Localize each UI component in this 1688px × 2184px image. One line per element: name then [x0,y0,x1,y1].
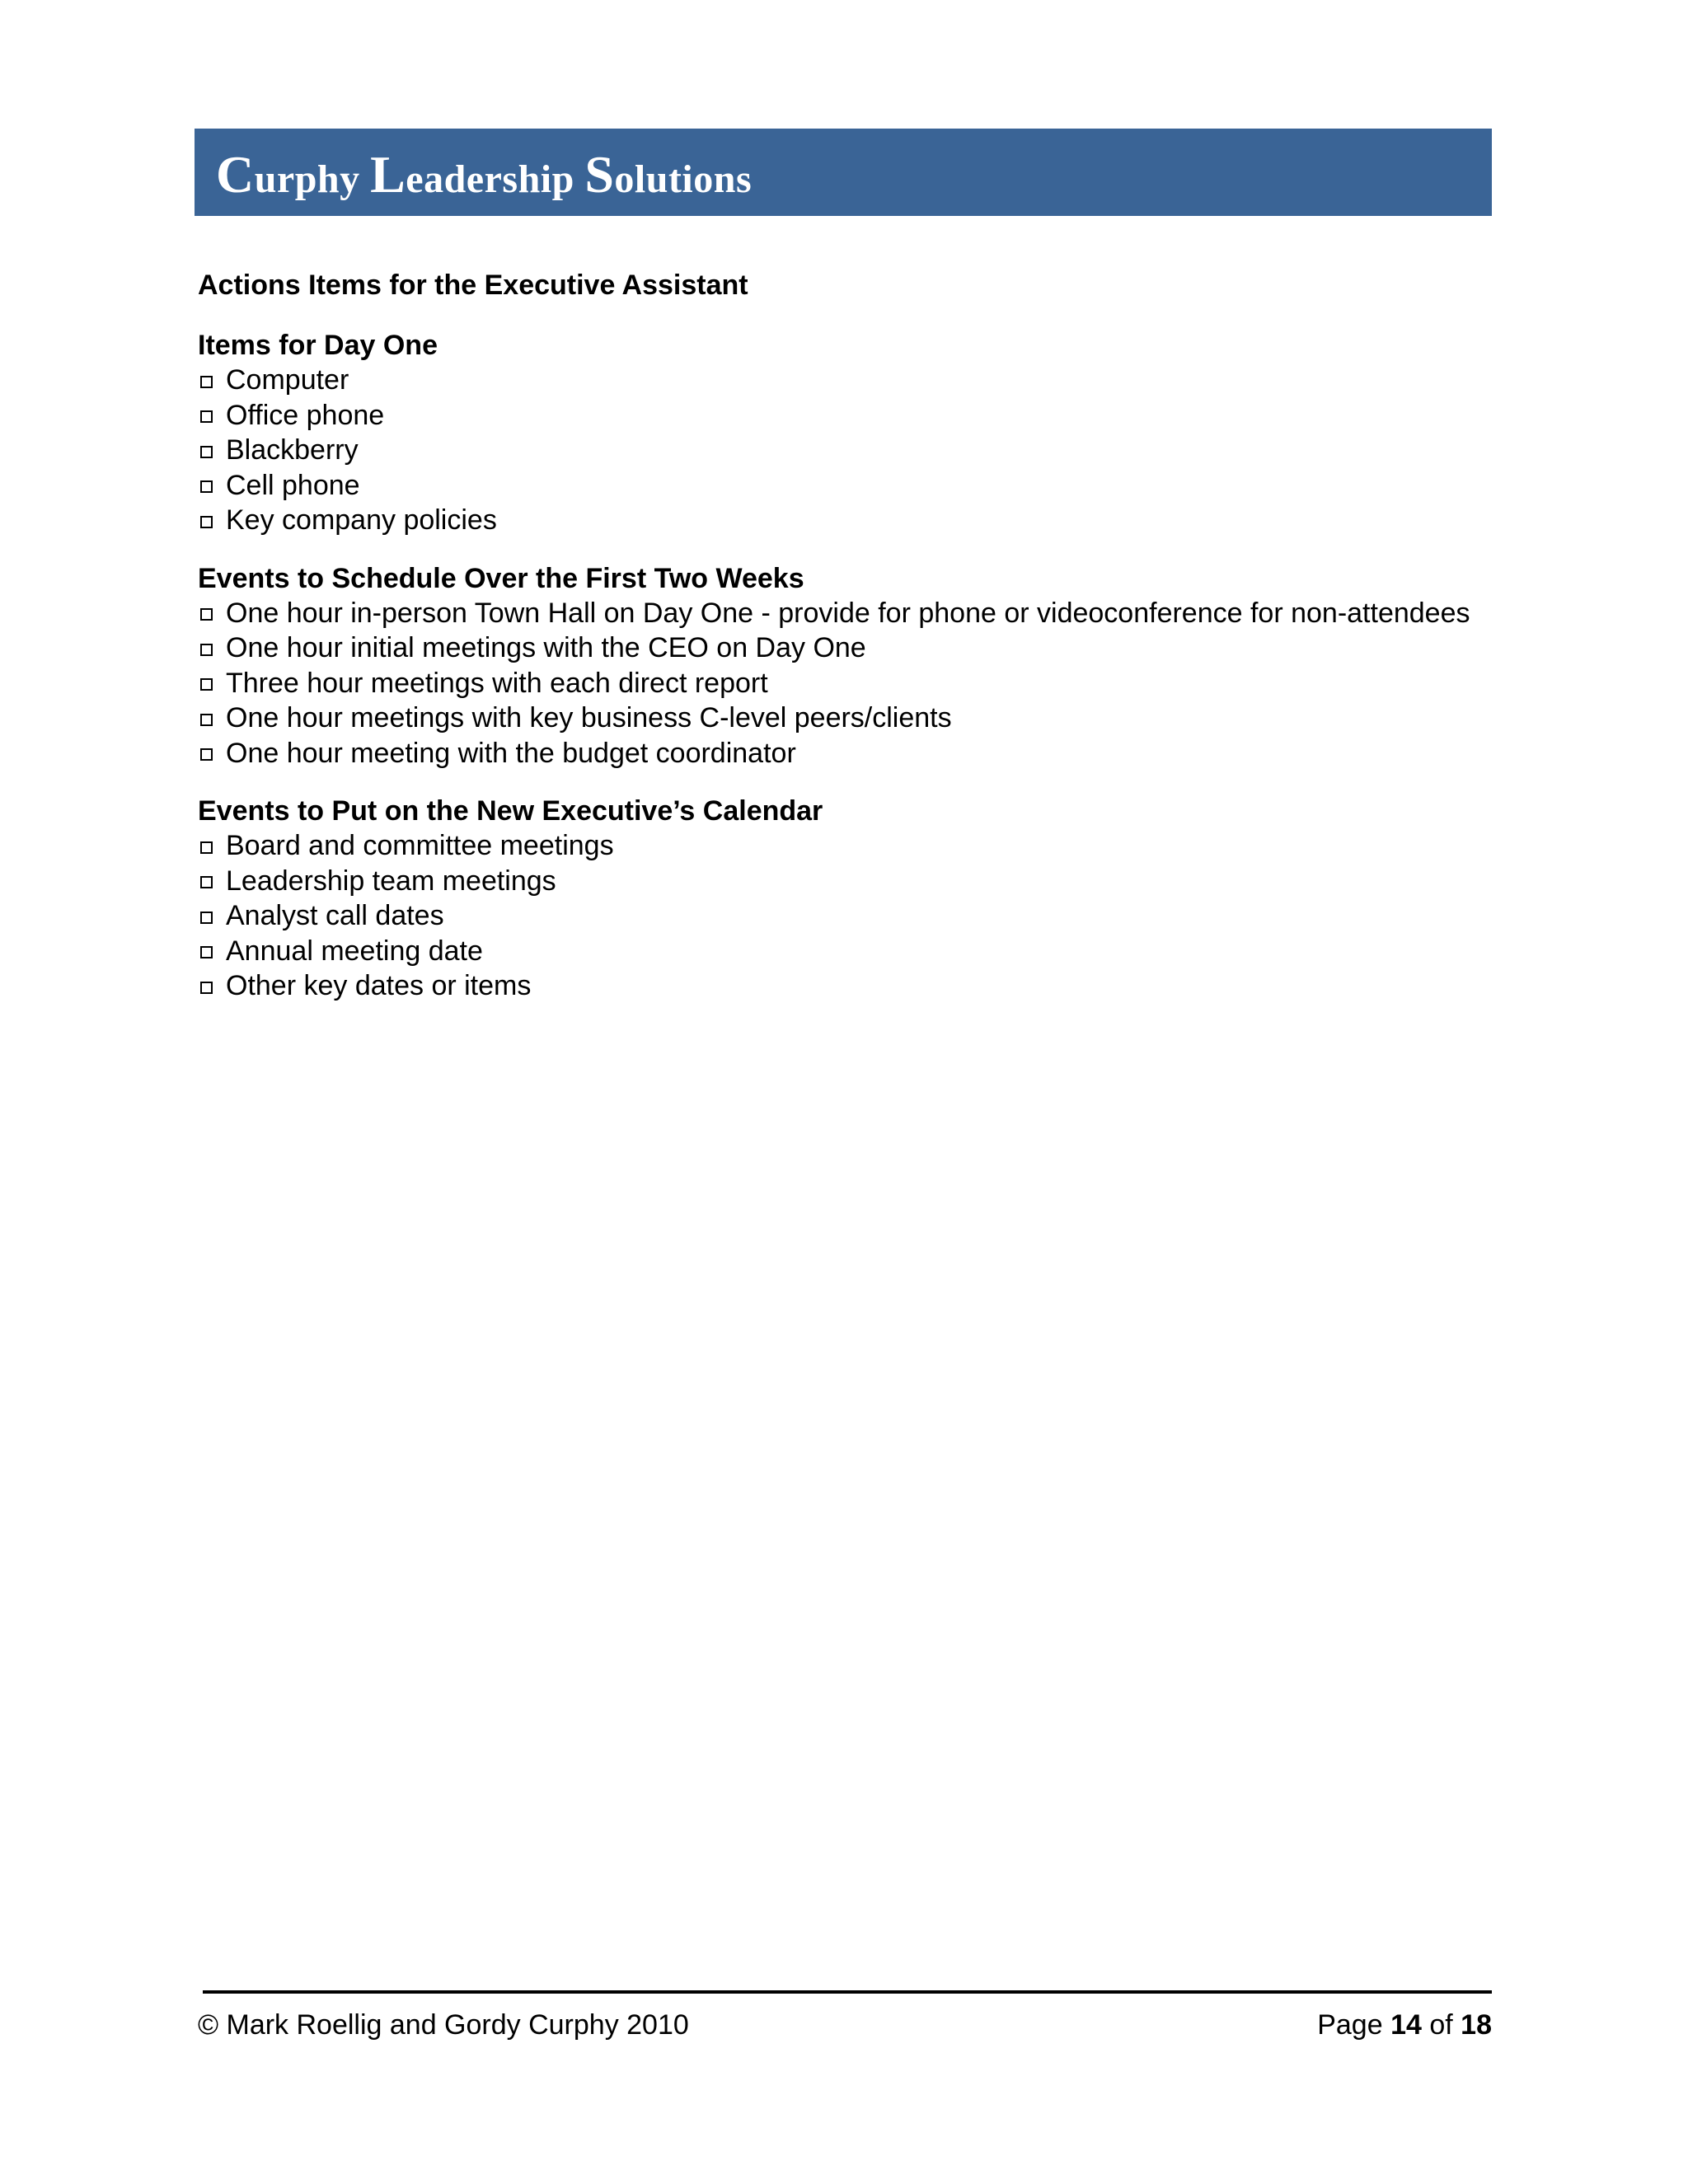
checklist-item-label: One hour in-person Town Hall on Day One - provide for phone or videoconference for non-attendees [226,597,1470,629]
document-title: Actions Items for the Executive Assistant [198,269,748,301]
checklist-item-label: Leadership team meetings [226,865,556,897]
checkbox-icon[interactable] [200,946,213,958]
footer-divider [203,1990,1492,1994]
checklist [198,363,1517,538]
checkbox-icon[interactable] [200,876,213,888]
checklist-item-label: Annual meeting date [226,935,483,967]
section-items-day-one [198,328,1517,538]
section-events-executive-calendar [198,794,1517,1004]
brand-logo-text [216,143,753,204]
checklist-item [198,828,1517,864]
checklist-item-label: One hour initial meetings with the CEO on Day One [226,632,866,663]
checklist-item [198,363,1517,398]
brand-initial-l: L [370,145,406,204]
checklist-item [198,864,1517,899]
checkbox-icon[interactable] [200,678,213,691]
brand-initial-s: S [584,145,615,204]
section-events-first-two-weeks [198,561,1517,771]
checklist-item-label: Key company policies [226,504,497,536]
section-heading: Items for Day One [198,330,438,361]
brand-word-curphy: urphy [254,157,360,201]
checklist [198,596,1517,771]
section-heading: Events to Put on the New Executive’s Calendar [198,795,823,827]
page-total: 18 [1461,2009,1492,2041]
section-heading: Events to Schedule Over the First Two Weeks [198,562,804,594]
checklist-item-label: One hour meeting with the budget coordinator [226,737,796,769]
checklist-item [198,503,1517,538]
header-banner [195,129,1492,216]
checkbox-icon[interactable] [200,748,213,761]
checklist-item-label: Three hour meetings with each direct report [226,667,768,699]
checklist-item [198,736,1517,771]
brand-word-leadership: eadership [406,157,574,201]
page-number [1317,2008,1492,2042]
checklist-item-label: One hour meetings with key business C-level peers/clients [226,702,952,733]
checklist-item [198,898,1517,934]
checklist-item-label: Office phone [226,399,385,431]
checklist-item [198,596,1517,631]
document-body [198,265,1517,1027]
checkbox-icon[interactable] [200,841,213,854]
checklist-item [198,701,1517,736]
checkbox-icon[interactable] [200,376,213,388]
checkbox-icon[interactable] [200,912,213,924]
checklist-item-label: Board and committee meetings [226,830,614,861]
checkbox-icon[interactable] [200,480,213,493]
checklist-item [198,398,1517,434]
brand-word-solutions: olutions [614,157,753,201]
checkbox-icon[interactable] [200,608,213,621]
checklist-item [198,433,1517,468]
checklist [198,828,1517,1004]
checklist-item-label: Cell phone [226,469,360,501]
checklist-item-label: Computer [226,364,349,396]
checklist-item-label: Blackberry [226,434,359,466]
page-prefix: Page [1317,2009,1383,2041]
page-of: of [1429,2009,1453,2041]
checklist-item [198,630,1517,666]
checkbox-icon[interactable] [200,982,213,994]
checklist-item-label: Analyst call dates [226,900,444,931]
checkbox-icon[interactable] [200,714,213,726]
checklist-item [198,666,1517,701]
checklist-item [198,934,1517,969]
page-current: 14 [1390,2009,1422,2041]
checkbox-icon[interactable] [200,644,213,656]
checkbox-icon[interactable] [200,446,213,458]
checklist-item-label: Other key dates or items [226,970,532,1001]
brand-initial-c: C [216,145,255,204]
checkbox-icon[interactable] [200,516,213,528]
checklist-item [198,968,1517,1004]
checkbox-icon[interactable] [200,410,213,423]
footer-copyright: © Mark Roellig and Gordy Curphy 2010 [198,2009,689,2041]
checklist-item [198,468,1517,504]
